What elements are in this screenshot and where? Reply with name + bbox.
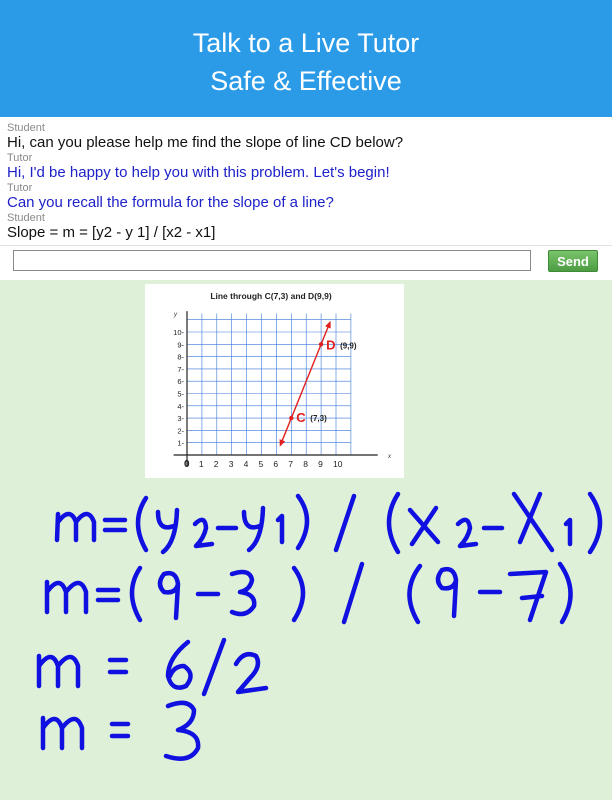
handwriting-line-2: [47, 564, 571, 622]
chat-message: [7, 182, 334, 212]
message-text: Hi, I'd be happy to help you with this problem. Let's begin!: [7, 164, 390, 181]
y-tick-label: 4-: [177, 401, 184, 411]
x-tick-labels: [184, 459, 343, 470]
sender-label: Tutor: [7, 152, 33, 164]
x-tick-label: 3: [228, 459, 234, 469]
point-c: [289, 416, 293, 420]
y-tick-label: 6-: [177, 377, 184, 387]
point-d-label: D: [326, 337, 336, 353]
sender-label: Student: [7, 212, 45, 224]
line-cd: [281, 324, 330, 444]
graph-grid: [187, 314, 351, 455]
x-tick-label: 2: [213, 459, 219, 469]
message-text: Slope = m = [y2 - y 1] / [x2 - x1]: [7, 224, 216, 241]
point-d-coords: (9,9): [340, 341, 357, 351]
header-title: Talk to a Live Tutor: [192, 28, 420, 58]
x-tick-label: 5: [258, 459, 264, 469]
y-tick-label: 2-: [177, 426, 184, 436]
chat-message: [7, 122, 403, 152]
handwriting-line-1: [57, 494, 600, 552]
y-tick-labels: [173, 328, 184, 448]
send-button[interactable]: Send: [548, 250, 598, 272]
y-axis-letter: y: [174, 312, 177, 318]
y-tick-label: 9-: [177, 340, 184, 350]
slope-graph-figure: [145, 284, 404, 478]
y-tick-label: 5-: [177, 389, 184, 399]
handwriting-line-4: [43, 703, 198, 759]
chat-transcript: [0, 117, 612, 245]
x-tick-label: 1: [198, 459, 204, 469]
message-composer: [0, 245, 612, 281]
handwriting-line-3: [39, 640, 266, 694]
y-tick-label: 10-: [173, 328, 184, 337]
y-tick-label: 3-: [177, 414, 184, 424]
point-c-label: C: [296, 410, 306, 426]
chat-message: [7, 152, 390, 182]
sender-label: Student: [7, 122, 45, 134]
message-text: Hi, can you please help me find the slope of line CD below?: [7, 134, 404, 151]
x-tick-label: 10: [333, 459, 343, 469]
y-tick-label: 8-: [177, 352, 184, 362]
x-tick-label: 7: [288, 459, 294, 469]
x-tick-label: 9: [318, 459, 323, 469]
message-input[interactable]: [13, 250, 531, 271]
sender-label: Tutor: [7, 182, 33, 194]
figure-title: Line through C(7,3) and D(9,9): [210, 291, 332, 301]
y-tick-label: 7-: [177, 364, 184, 374]
x-tick-label: 6: [273, 459, 279, 469]
header-subtitle: Safe & Effective: [210, 66, 402, 96]
point-d: [319, 342, 323, 346]
point-c-coords: (7,3): [310, 414, 327, 424]
promo-header: [0, 0, 612, 117]
x-axis-letter: x: [388, 454, 391, 460]
message-text: Can you recall the formula for the slope of a line?: [7, 194, 334, 211]
x-tick-label: 0: [184, 459, 190, 470]
line-arrowhead-top: [325, 321, 331, 329]
y-tick-label: 1-: [177, 438, 184, 448]
chat-message: [7, 212, 215, 242]
whiteboard[interactable]: [0, 280, 612, 800]
x-tick-label: 4: [243, 459, 249, 469]
handwritten-solution: [0, 480, 612, 800]
x-tick-label: 8: [303, 459, 308, 469]
